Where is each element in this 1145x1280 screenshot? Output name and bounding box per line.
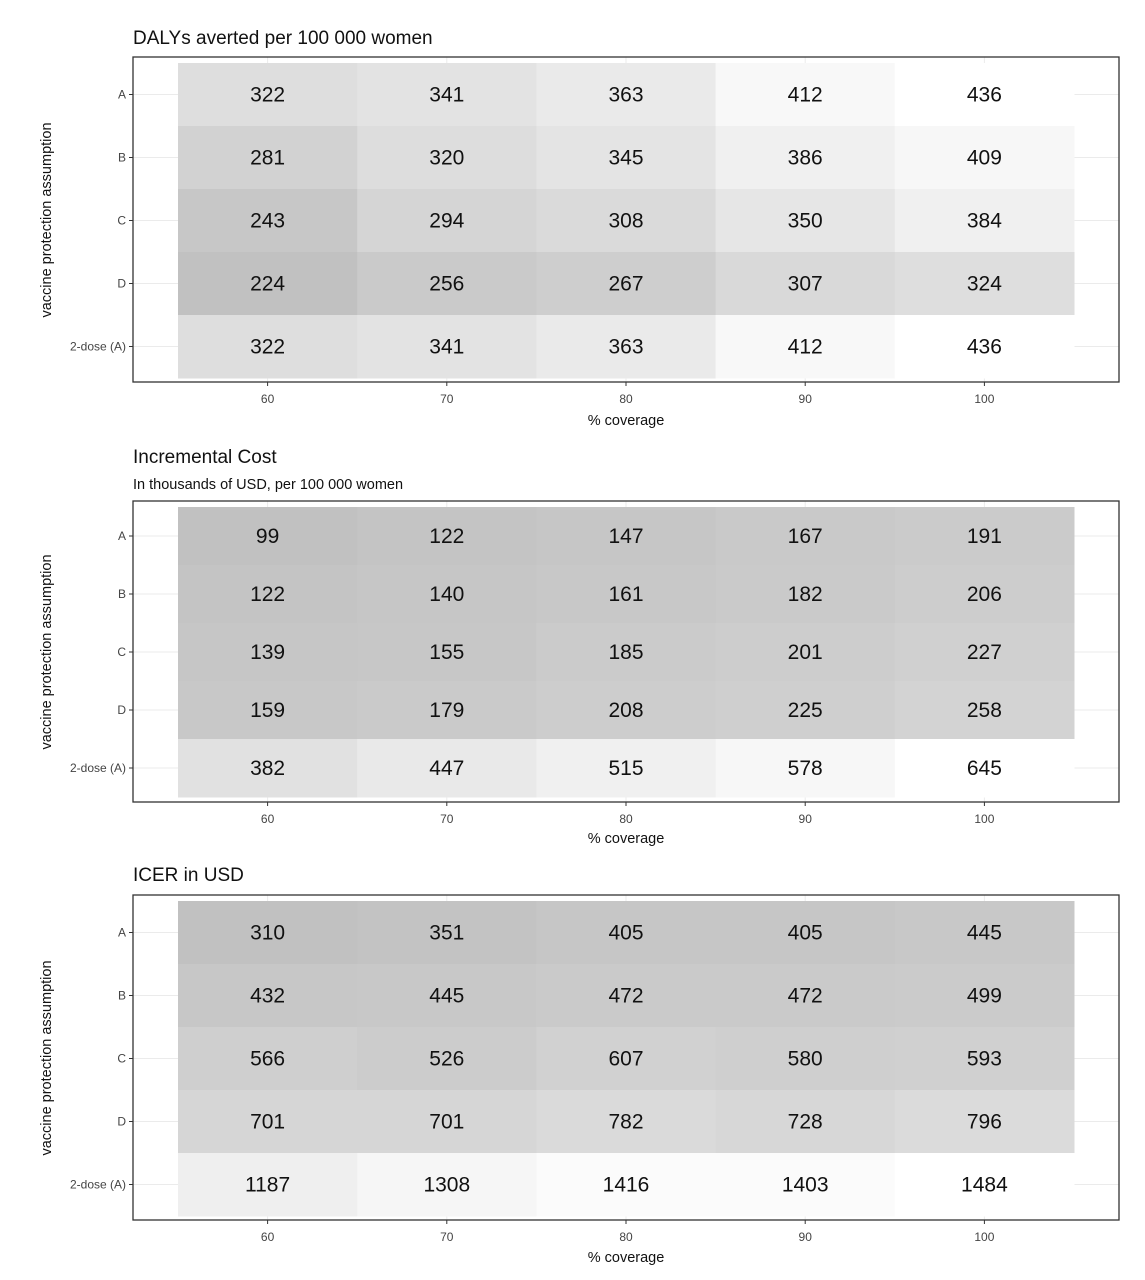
cell-value-label: 281: [250, 146, 286, 170]
heatmap-panel-3: [39, 865, 1119, 1266]
cell-value-label: 351: [429, 921, 465, 945]
cell-value-label: 224: [250, 272, 286, 296]
cell-value-label: 472: [787, 984, 823, 1008]
cell-value-label: 324: [966, 272, 1002, 296]
y-tick-label: D: [117, 703, 126, 717]
cell-value-label: 179: [429, 699, 465, 722]
cell-value-label: 1403: [781, 1173, 829, 1197]
x-tick-label: 100: [974, 1230, 995, 1244]
cell-value-label: 782: [608, 1110, 644, 1134]
y-tick-label: C: [117, 1051, 126, 1066]
x-tick-label: 100: [974, 812, 995, 826]
cell-value-label: 445: [429, 984, 465, 1008]
x-tick-label: 70: [440, 1230, 454, 1244]
cell-value-label: 1416: [602, 1173, 650, 1197]
x-tick-label: 80: [619, 392, 633, 406]
cell-value-label: 405: [787, 921, 823, 945]
cell-value-label: 140: [429, 583, 465, 606]
cell-value-label: 206: [966, 583, 1002, 606]
cell-value-label: 499: [966, 984, 1002, 1008]
cell-value-label: 701: [429, 1110, 465, 1134]
cell-value-label: 155: [429, 641, 465, 664]
cell-value-label: 412: [787, 83, 823, 107]
y-tick-label: C: [117, 645, 126, 659]
cell-value-label: 345: [608, 146, 644, 170]
x-tick-label: 60: [260, 1230, 275, 1244]
chart-title: ICER in USD: [133, 865, 244, 886]
cell-value-label: 386: [787, 146, 823, 170]
x-tick-label: 100: [974, 392, 995, 406]
y-axis-label: vaccine protection assumption: [39, 554, 55, 750]
x-axis-label: % coverage: [587, 831, 665, 847]
y-tick-label: 2-dose (A): [69, 761, 126, 775]
y-tick-label: 2-dose (A): [69, 1177, 126, 1192]
x-tick-label: 90: [798, 812, 812, 826]
cell-value-label: 99: [255, 525, 280, 548]
cell-value-label: 432: [250, 984, 286, 1008]
y-tick-label: A: [117, 87, 126, 102]
cell-value-label: 526: [429, 1047, 465, 1071]
cell-value-label: 256: [429, 272, 465, 296]
cell-value-label: 405: [608, 921, 644, 945]
cell-value-label: 796: [966, 1110, 1002, 1134]
cell-value-label: 122: [429, 525, 465, 548]
cell-value-label: 382: [250, 757, 286, 780]
chart-title: DALYs averted per 100 000 women: [133, 28, 433, 49]
cell-value-label: 310: [250, 921, 286, 945]
cell-value-label: 580: [787, 1047, 823, 1071]
cell-value-label: 322: [250, 83, 286, 107]
x-axis-label: % coverage: [587, 1250, 665, 1266]
cell-value-label: 436: [966, 335, 1002, 359]
x-tick-label: 70: [440, 392, 454, 406]
cell-value-label: 122: [250, 583, 286, 606]
cell-value-label: 1308: [423, 1173, 471, 1197]
cell-value-label: 225: [787, 699, 823, 722]
x-tick-label: 60: [260, 392, 275, 406]
cell-value-label: 182: [787, 583, 823, 606]
y-tick-label: B: [117, 587, 126, 601]
cell-value-label: 322: [250, 335, 286, 359]
cell-value-label: 1187: [245, 1173, 291, 1197]
heatmap-panel-2: [39, 447, 1119, 847]
cell-value-label: 167: [787, 525, 823, 548]
cell-value-label: 593: [966, 1047, 1002, 1071]
cell-value-label: 447: [429, 757, 465, 780]
cell-value-label: 607: [608, 1047, 644, 1071]
cell-value-label: 341: [429, 335, 465, 359]
cell-value-label: 645: [966, 757, 1002, 780]
x-tick-label: 80: [619, 1230, 633, 1244]
cell-value-label: 350: [787, 209, 823, 233]
heatmap-panel-1: [39, 28, 1119, 429]
chart-title: Incremental Cost: [133, 447, 277, 468]
cell-value-label: 1484: [961, 1173, 1008, 1197]
cell-value-label: 191: [966, 525, 1002, 548]
cell-value-label: 472: [608, 984, 644, 1008]
cell-value-label: 243: [250, 209, 286, 233]
cell-value-label: 363: [608, 83, 644, 107]
cell-value-label: 445: [966, 921, 1002, 945]
y-tick-label: B: [117, 150, 126, 165]
cell-value-label: 201: [787, 641, 823, 664]
x-tick-label: 80: [619, 812, 633, 826]
cell-value-label: 728: [787, 1110, 823, 1134]
x-tick-label: 90: [798, 392, 812, 406]
y-axis-label: vaccine protection assumption: [39, 960, 55, 1156]
cell-value-label: 139: [250, 641, 286, 664]
x-tick-label: 70: [440, 812, 454, 826]
cell-value-label: 227: [966, 641, 1002, 664]
y-tick-label: A: [117, 925, 126, 940]
cell-value-label: 515: [608, 757, 644, 780]
cell-value-label: 363: [608, 335, 644, 359]
cell-value-label: 161: [608, 583, 644, 606]
cell-value-label: 307: [787, 272, 823, 296]
y-tick-label: B: [117, 988, 126, 1003]
cell-value-label: 566: [250, 1047, 286, 1071]
cell-value-label: 384: [966, 209, 1002, 233]
y-tick-label: D: [117, 1114, 126, 1129]
chart-subtitle: In thousands of USD, per 100 000 women: [133, 477, 404, 493]
y-tick-label: D: [117, 276, 126, 291]
x-axis-label: % coverage: [587, 413, 665, 429]
cell-value-label: 267: [608, 272, 644, 296]
y-tick-label: 2-dose (A): [69, 339, 126, 354]
x-tick-label: 60: [260, 812, 275, 826]
cell-value-label: 208: [608, 699, 644, 722]
cell-value-label: 701: [250, 1110, 286, 1134]
y-tick-label: C: [117, 213, 126, 228]
cell-value-label: 159: [250, 699, 286, 722]
y-tick-label: A: [117, 529, 126, 543]
cell-value-label: 294: [429, 209, 465, 233]
cell-value-label: 185: [608, 641, 644, 664]
cell-value-label: 409: [966, 146, 1002, 170]
cell-value-label: 320: [429, 146, 465, 170]
cell-value-label: 308: [608, 209, 644, 233]
cell-value-label: 341: [429, 83, 465, 107]
cell-value-label: 436: [966, 83, 1002, 107]
cell-value-label: 258: [966, 699, 1002, 722]
x-tick-label: 90: [798, 1230, 812, 1244]
cell-value-label: 412: [787, 335, 823, 359]
y-axis-label: vaccine protection assumption: [39, 122, 55, 318]
cell-value-label: 578: [787, 757, 823, 780]
cell-value-label: 147: [608, 525, 644, 548]
